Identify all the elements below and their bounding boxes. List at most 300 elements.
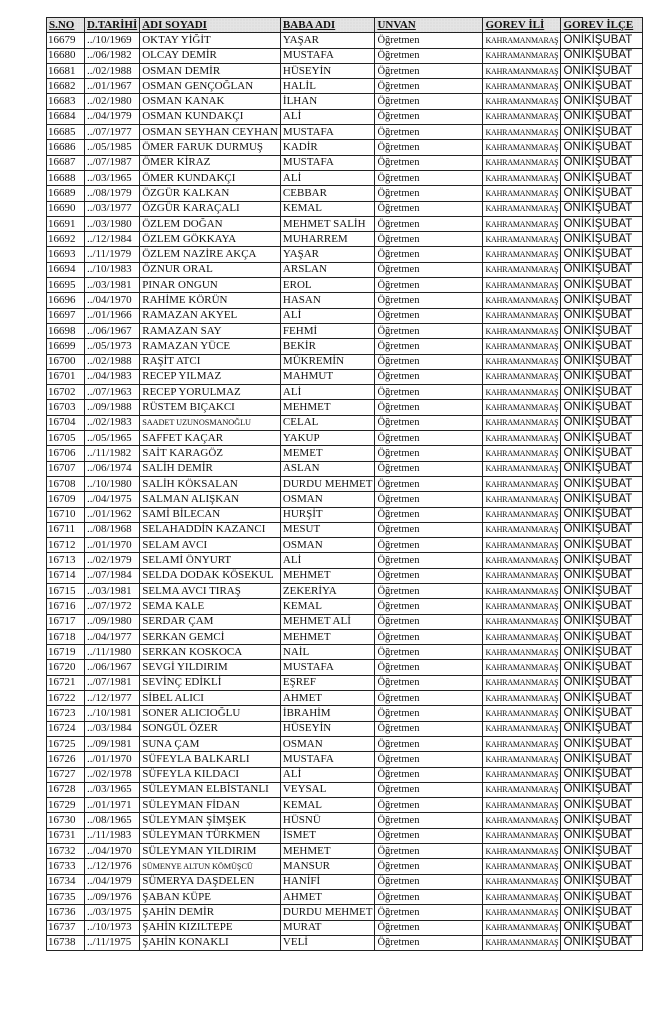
cell-full-name: SÜFEYLA BALKARLI <box>140 752 281 767</box>
header-full-name: ADI SOYADI <box>140 18 281 33</box>
cell-full-name: SUNA ÇAM <box>140 736 281 751</box>
cell-full-name: SÜMENYE ALTUN KÖMÜŞCÜ <box>140 859 281 874</box>
table-row <box>47 935 643 950</box>
header-sno: S.NO <box>47 18 85 33</box>
cell-full-name: ÖZNUR ORAL <box>140 262 281 277</box>
cell-title: Öğretmen <box>375 859 483 874</box>
cell-father-name: MURAT <box>280 920 375 935</box>
cell-sno: 16703 <box>47 400 85 415</box>
cell-sno: 16726 <box>47 752 85 767</box>
cell-district: ONİKİŞUBAT <box>561 522 643 537</box>
table-row <box>47 752 643 767</box>
cell-district: ONİKİŞUBAT <box>561 278 643 293</box>
table-row <box>47 262 643 277</box>
cell-title: Öğretmen <box>375 492 483 507</box>
cell-title: Öğretmen <box>375 507 483 522</box>
cell-birth-date: ../05/1973 <box>85 339 140 354</box>
table-row <box>47 492 643 507</box>
cell-sno: 16701 <box>47 369 85 384</box>
personnel-table <box>46 17 643 951</box>
cell-city: KAHRAMANMARAŞ <box>483 446 561 461</box>
cell-city: KAHRAMANMARAŞ <box>483 79 561 94</box>
cell-father-name: ARSLAN <box>280 262 375 277</box>
table-row <box>47 232 643 247</box>
cell-full-name: SÜMERYA DAŞDELEN <box>140 874 281 889</box>
cell-city: KAHRAMANMARAŞ <box>483 48 561 63</box>
cell-birth-date: ../11/1983 <box>85 828 140 843</box>
cell-full-name: SÜLEYMAN ELBİSTANLI <box>140 782 281 797</box>
cell-title: Öğretmen <box>375 109 483 124</box>
cell-full-name: SEVGİ YILDIRIM <box>140 660 281 675</box>
table-row <box>47 889 643 904</box>
cell-father-name: YAKUP <box>280 431 375 446</box>
cell-sno: 16681 <box>47 63 85 78</box>
cell-father-name: HURŞİT <box>280 507 375 522</box>
cell-title: Öğretmen <box>375 216 483 231</box>
cell-district: ONİKİŞUBAT <box>561 232 643 247</box>
cell-city: KAHRAMANMARAŞ <box>483 522 561 537</box>
cell-district: ONİKİŞUBAT <box>561 446 643 461</box>
cell-city: KAHRAMANMARAŞ <box>483 125 561 140</box>
cell-city: KAHRAMANMARAŞ <box>483 431 561 446</box>
cell-sno: 16682 <box>47 79 85 94</box>
cell-district: ONİKİŞUBAT <box>561 675 643 690</box>
cell-birth-date: ../07/1963 <box>85 385 140 400</box>
cell-district: ONİKİŞUBAT <box>561 125 643 140</box>
cell-father-name: ASLAN <box>280 461 375 476</box>
cell-sno: 16691 <box>47 216 85 231</box>
cell-district: ONİKİŞUBAT <box>561 293 643 308</box>
cell-full-name: SONGÜL ÖZER <box>140 721 281 736</box>
cell-district: ONİKİŞUBAT <box>561 752 643 767</box>
cell-birth-date: ../03/1984 <box>85 721 140 736</box>
cell-birth-date: ../03/1965 <box>85 170 140 185</box>
table-row <box>47 385 643 400</box>
cell-sno: 16705 <box>47 431 85 446</box>
cell-title: Öğretmen <box>375 782 483 797</box>
cell-birth-date: ../03/1980 <box>85 216 140 231</box>
cell-full-name: ÖZGÜR KALKAN <box>140 186 281 201</box>
cell-sno: 16697 <box>47 308 85 323</box>
cell-birth-date: ../09/1976 <box>85 889 140 904</box>
header-district: GOREV İLÇE <box>561 18 643 33</box>
cell-full-name: ÖMER KUNDAKÇI <box>140 170 281 185</box>
cell-birth-date: ../02/1983 <box>85 415 140 430</box>
cell-sno: 16730 <box>47 813 85 828</box>
cell-father-name: CEBBAR <box>280 186 375 201</box>
cell-father-name: AHMET <box>280 889 375 904</box>
table-row <box>47 354 643 369</box>
cell-sno: 16738 <box>47 935 85 950</box>
table-row <box>47 721 643 736</box>
cell-sno: 16683 <box>47 94 85 109</box>
cell-district: ONİKİŞUBAT <box>561 385 643 400</box>
cell-district: ONİKİŞUBAT <box>561 645 643 660</box>
cell-city: KAHRAMANMARAŞ <box>483 323 561 338</box>
cell-full-name: ÖZLEM DOĞAN <box>140 216 281 231</box>
cell-title: Öğretmen <box>375 798 483 813</box>
table-row <box>47 186 643 201</box>
table-row <box>47 767 643 782</box>
cell-district: ONİKİŞUBAT <box>561 721 643 736</box>
cell-full-name: OLCAY DEMİR <box>140 48 281 63</box>
table-row <box>47 583 643 598</box>
cell-full-name: ŞAHİN DEMİR <box>140 905 281 920</box>
cell-title: Öğretmen <box>375 583 483 598</box>
cell-sno: 16720 <box>47 660 85 675</box>
cell-birth-date: ../09/1981 <box>85 736 140 751</box>
cell-birth-date: ../04/1970 <box>85 844 140 859</box>
cell-birth-date: ../01/1966 <box>85 308 140 323</box>
cell-title: Öğretmen <box>375 599 483 614</box>
cell-birth-date: ../01/1962 <box>85 507 140 522</box>
cell-city: KAHRAMANMARAŞ <box>483 415 561 430</box>
table-row <box>47 813 643 828</box>
cell-title: Öğretmen <box>375 232 483 247</box>
cell-full-name: RAMAZAN SAY <box>140 323 281 338</box>
cell-birth-date: ../01/1971 <box>85 798 140 813</box>
cell-sno: 16736 <box>47 905 85 920</box>
cell-city: KAHRAMANMARAŞ <box>483 920 561 935</box>
cell-father-name: MÜKREMİN <box>280 354 375 369</box>
table-row <box>47 660 643 675</box>
cell-district: ONİKİŞUBAT <box>561 614 643 629</box>
cell-full-name: ŞABAN KÜPE <box>140 889 281 904</box>
table-row <box>47 905 643 920</box>
cell-city: KAHRAMANMARAŞ <box>483 874 561 889</box>
cell-full-name: SELMA AVCI TIRAŞ <box>140 583 281 598</box>
table-row <box>47 629 643 644</box>
cell-father-name: ALİ <box>280 553 375 568</box>
cell-title: Öğretmen <box>375 935 483 950</box>
cell-title: Öğretmen <box>375 522 483 537</box>
cell-birth-date: ../01/1967 <box>85 79 140 94</box>
cell-full-name: SALMAN ALIŞKAN <box>140 492 281 507</box>
cell-sno: 16692 <box>47 232 85 247</box>
cell-sno: 16680 <box>47 48 85 63</box>
cell-birth-date: ../03/1965 <box>85 782 140 797</box>
cell-district: ONİKİŞUBAT <box>561 736 643 751</box>
cell-sno: 16696 <box>47 293 85 308</box>
cell-sno: 16715 <box>47 583 85 598</box>
cell-title: Öğretmen <box>375 736 483 751</box>
cell-sno: 16713 <box>47 553 85 568</box>
cell-birth-date: ../03/1977 <box>85 201 140 216</box>
table-row <box>47 415 643 430</box>
cell-city: KAHRAMANMARAŞ <box>483 614 561 629</box>
cell-city: KAHRAMANMARAŞ <box>483 706 561 721</box>
cell-title: Öğretmen <box>375 155 483 170</box>
cell-title: Öğretmen <box>375 889 483 904</box>
cell-title: Öğretmen <box>375 553 483 568</box>
cell-city: KAHRAMANMARAŞ <box>483 798 561 813</box>
cell-sno: 16689 <box>47 186 85 201</box>
cell-district: ONİKİŞUBAT <box>561 782 643 797</box>
cell-father-name: MUSTAFA <box>280 660 375 675</box>
cell-district: ONİKİŞUBAT <box>561 415 643 430</box>
cell-birth-date: ../03/1975 <box>85 905 140 920</box>
cell-district: ONİKİŞUBAT <box>561 323 643 338</box>
cell-father-name: İSMET <box>280 828 375 843</box>
cell-full-name: SÜLEYMAN FİDAN <box>140 798 281 813</box>
cell-sno: 16725 <box>47 736 85 751</box>
table-row <box>47 155 643 170</box>
cell-birth-date: ../03/1981 <box>85 278 140 293</box>
cell-birth-date: ../02/1988 <box>85 63 140 78</box>
cell-sno: 16729 <box>47 798 85 813</box>
cell-father-name: OSMAN <box>280 538 375 553</box>
cell-city: KAHRAMANMARAŞ <box>483 645 561 660</box>
cell-district: ONİKİŞUBAT <box>561 140 643 155</box>
cell-city: KAHRAMANMARAŞ <box>483 201 561 216</box>
cell-sno: 16728 <box>47 782 85 797</box>
table-row <box>47 431 643 446</box>
cell-city: KAHRAMANMARAŞ <box>483 109 561 124</box>
cell-father-name: MEMET <box>280 446 375 461</box>
header-city: GOREV İLİ <box>483 18 561 33</box>
cell-birth-date: ../11/1979 <box>85 247 140 262</box>
table-row <box>47 538 643 553</box>
cell-father-name: YAŞAR <box>280 247 375 262</box>
cell-father-name: KEMAL <box>280 798 375 813</box>
cell-birth-date: ../09/1980 <box>85 614 140 629</box>
cell-title: Öğretmen <box>375 874 483 889</box>
cell-title: Öğretmen <box>375 446 483 461</box>
cell-full-name: SAİT KARAGÖZ <box>140 446 281 461</box>
cell-full-name: SEMA KALE <box>140 599 281 614</box>
cell-full-name: PINAR ONGUN <box>140 278 281 293</box>
cell-birth-date: ../04/1979 <box>85 874 140 889</box>
cell-father-name: VELİ <box>280 935 375 950</box>
table-row <box>47 736 643 751</box>
cell-city: KAHRAMANMARAŞ <box>483 905 561 920</box>
cell-city: KAHRAMANMARAŞ <box>483 155 561 170</box>
cell-birth-date: ../06/1967 <box>85 323 140 338</box>
cell-birth-date: ../07/1984 <box>85 568 140 583</box>
cell-father-name: HASAN <box>280 293 375 308</box>
cell-full-name: SAMİ BİLECAN <box>140 507 281 522</box>
cell-father-name: HALİL <box>280 79 375 94</box>
table-row <box>47 844 643 859</box>
cell-father-name: HÜSNÜ <box>280 813 375 828</box>
cell-birth-date: ../12/1984 <box>85 232 140 247</box>
cell-title: Öğretmen <box>375 385 483 400</box>
table-row <box>47 507 643 522</box>
cell-full-name: SALİH KÖKSALAN <box>140 476 281 491</box>
table-row <box>47 675 643 690</box>
cell-sno: 16699 <box>47 339 85 354</box>
cell-sno: 16717 <box>47 614 85 629</box>
cell-full-name: RAMAZAN AKYEL <box>140 308 281 323</box>
cell-district: ONİKİŞUBAT <box>561 874 643 889</box>
cell-sno: 16724 <box>47 721 85 736</box>
cell-city: KAHRAMANMARAŞ <box>483 278 561 293</box>
cell-title: Öğretmen <box>375 675 483 690</box>
cell-full-name: OSMAN SEYHAN CEYHAN <box>140 125 281 140</box>
cell-father-name: MUSTAFA <box>280 48 375 63</box>
cell-city: KAHRAMANMARAŞ <box>483 889 561 904</box>
table-row <box>47 614 643 629</box>
cell-district: ONİKİŞUBAT <box>561 48 643 63</box>
cell-full-name: OSMAN KANAK <box>140 94 281 109</box>
cell-father-name: ALİ <box>280 308 375 323</box>
cell-full-name: ÖMER KİRAZ <box>140 155 281 170</box>
cell-title: Öğretmen <box>375 278 483 293</box>
cell-city: KAHRAMANMARAŞ <box>483 63 561 78</box>
cell-sno: 16707 <box>47 461 85 476</box>
cell-father-name: MEHMET <box>280 844 375 859</box>
cell-title: Öğretmen <box>375 920 483 935</box>
cell-sno: 16727 <box>47 767 85 782</box>
cell-title: Öğretmen <box>375 323 483 338</box>
cell-title: Öğretmen <box>375 170 483 185</box>
cell-district: ONİKİŞUBAT <box>561 461 643 476</box>
header-birth-date: D.TARİHİ <box>85 18 140 33</box>
cell-title: Öğretmen <box>375 568 483 583</box>
cell-title: Öğretmen <box>375 905 483 920</box>
cell-district: ONİKİŞUBAT <box>561 63 643 78</box>
cell-district: ONİKİŞUBAT <box>561 216 643 231</box>
cell-father-name: KEMAL <box>280 201 375 216</box>
cell-birth-date: ../01/1970 <box>85 752 140 767</box>
cell-district: ONİKİŞUBAT <box>561 798 643 813</box>
table-row <box>47 79 643 94</box>
cell-father-name: MUHARREM <box>280 232 375 247</box>
cell-district: ONİKİŞUBAT <box>561 308 643 323</box>
cell-birth-date: ../12/1977 <box>85 691 140 706</box>
cell-city: KAHRAMANMARAŞ <box>483 262 561 277</box>
cell-district: ONİKİŞUBAT <box>561 155 643 170</box>
cell-title: Öğretmen <box>375 201 483 216</box>
cell-birth-date: ../11/1975 <box>85 935 140 950</box>
cell-father-name: EŞREF <box>280 675 375 690</box>
cell-district: ONİKİŞUBAT <box>561 828 643 843</box>
cell-sno: 16731 <box>47 828 85 843</box>
cell-father-name: ALİ <box>280 109 375 124</box>
cell-birth-date: ../02/1979 <box>85 553 140 568</box>
table-row <box>47 140 643 155</box>
table-row <box>47 308 643 323</box>
cell-sno: 16721 <box>47 675 85 690</box>
cell-sno: 16718 <box>47 629 85 644</box>
cell-title: Öğretmen <box>375 369 483 384</box>
cell-district: ONİKİŞUBAT <box>561 109 643 124</box>
table-row <box>47 201 643 216</box>
cell-city: KAHRAMANMARAŞ <box>483 247 561 262</box>
cell-full-name: SÜFEYLA KILDACI <box>140 767 281 782</box>
cell-district: ONİKİŞUBAT <box>561 767 643 782</box>
table-row <box>47 109 643 124</box>
cell-father-name: BEKİR <box>280 339 375 354</box>
table-row <box>47 170 643 185</box>
cell-district: ONİKİŞUBAT <box>561 691 643 706</box>
cell-birth-date: ../06/1974 <box>85 461 140 476</box>
cell-father-name: MEHMET ALİ <box>280 614 375 629</box>
cell-full-name: RECEP YILMAZ <box>140 369 281 384</box>
cell-birth-date: ../10/1973 <box>85 920 140 935</box>
cell-city: KAHRAMANMARAŞ <box>483 752 561 767</box>
cell-district: ONİKİŞUBAT <box>561 629 643 644</box>
table-row <box>47 828 643 843</box>
cell-birth-date: ../03/1981 <box>85 583 140 598</box>
cell-city: KAHRAMANMARAŞ <box>483 170 561 185</box>
cell-full-name: SİBEL ALICI <box>140 691 281 706</box>
cell-sno: 16719 <box>47 645 85 660</box>
cell-father-name: ALİ <box>280 767 375 782</box>
cell-birth-date: ../08/1979 <box>85 186 140 201</box>
cell-father-name: NAİL <box>280 645 375 660</box>
document-page <box>46 17 643 951</box>
table-row <box>47 216 643 231</box>
table-row <box>47 125 643 140</box>
cell-sno: 16685 <box>47 125 85 140</box>
cell-city: KAHRAMANMARAŞ <box>483 691 561 706</box>
cell-title: Öğretmen <box>375 125 483 140</box>
table-body <box>47 33 643 951</box>
cell-city: KAHRAMANMARAŞ <box>483 935 561 950</box>
cell-father-name: ALİ <box>280 170 375 185</box>
cell-full-name: SERDAR ÇAM <box>140 614 281 629</box>
cell-district: ONİKİŞUBAT <box>561 79 643 94</box>
cell-title: Öğretmen <box>375 660 483 675</box>
cell-city: KAHRAMANMARAŞ <box>483 583 561 598</box>
cell-title: Öğretmen <box>375 629 483 644</box>
cell-full-name: SELAMİ ÖNYURT <box>140 553 281 568</box>
cell-sno: 16711 <box>47 522 85 537</box>
cell-city: KAHRAMANMARAŞ <box>483 675 561 690</box>
cell-title: Öğretmen <box>375 645 483 660</box>
cell-full-name: SELAM AVCI <box>140 538 281 553</box>
cell-title: Öğretmen <box>375 691 483 706</box>
cell-sno: 16700 <box>47 354 85 369</box>
cell-district: ONİKİŞUBAT <box>561 706 643 721</box>
cell-title: Öğretmen <box>375 293 483 308</box>
cell-district: ONİKİŞUBAT <box>561 553 643 568</box>
cell-birth-date: ../10/1983 <box>85 262 140 277</box>
cell-district: ONİKİŞUBAT <box>561 889 643 904</box>
cell-birth-date: ../08/1968 <box>85 522 140 537</box>
cell-father-name: YAŞAR <box>280 33 375 48</box>
cell-district: ONİKİŞUBAT <box>561 568 643 583</box>
cell-city: KAHRAMANMARAŞ <box>483 553 561 568</box>
cell-sno: 16694 <box>47 262 85 277</box>
cell-birth-date: ../01/1970 <box>85 538 140 553</box>
cell-city: KAHRAMANMARAŞ <box>483 400 561 415</box>
cell-sno: 16732 <box>47 844 85 859</box>
cell-city: KAHRAMANMARAŞ <box>483 293 561 308</box>
cell-district: ONİKİŞUBAT <box>561 920 643 935</box>
cell-district: ONİKİŞUBAT <box>561 905 643 920</box>
cell-father-name: VEYSAL <box>280 782 375 797</box>
table-row <box>47 920 643 935</box>
cell-full-name: ÖZGÜR KARAÇALI <box>140 201 281 216</box>
cell-city: KAHRAMANMARAŞ <box>483 232 561 247</box>
table-row <box>47 553 643 568</box>
cell-city: KAHRAMANMARAŞ <box>483 660 561 675</box>
cell-full-name: ŞAHİN KIZILTEPE <box>140 920 281 935</box>
cell-sno: 16690 <box>47 201 85 216</box>
cell-title: Öğretmen <box>375 538 483 553</box>
cell-father-name: FEHMİ <box>280 323 375 338</box>
cell-birth-date: ../04/1970 <box>85 293 140 308</box>
table-row <box>47 369 643 384</box>
cell-birth-date: ../07/1987 <box>85 155 140 170</box>
cell-father-name: KADİR <box>280 140 375 155</box>
cell-city: KAHRAMANMARAŞ <box>483 568 561 583</box>
cell-city: KAHRAMANMARAŞ <box>483 599 561 614</box>
table-row <box>47 339 643 354</box>
cell-birth-date: ../04/1983 <box>85 369 140 384</box>
